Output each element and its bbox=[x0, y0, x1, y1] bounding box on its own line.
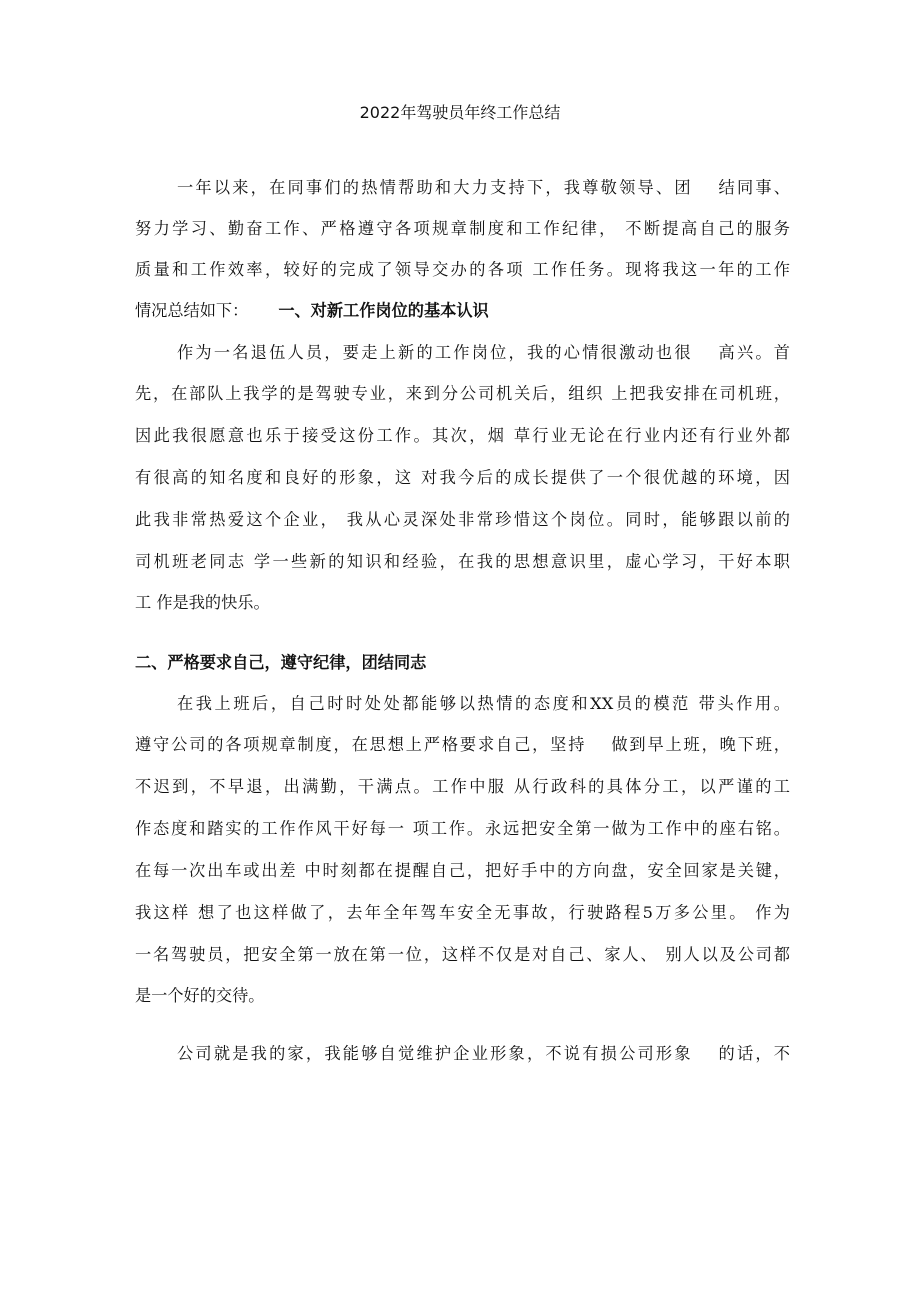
paragraph-line: 作为一名退伍人员，要走上新的工作岗位，我的心情很激动也很 高兴。首 bbox=[177, 343, 790, 362]
section-heading-1: 一、对新工作岗位的基本认识 bbox=[278, 301, 489, 320]
paragraph-line: 质量和工作效率，较好的完成了领导交办的各项 工作任务。现将我这一年的工作 bbox=[135, 260, 790, 279]
paragraph-line: 遵守公司的各项规章制度，在思想上严格要求自己，坚持 做到早上班，晚下班， bbox=[135, 735, 790, 754]
paragraph-line: 公司就是我的家，我能够自觉维护企业形象，不说有损公司形象 的话，不 bbox=[177, 1044, 790, 1063]
paragraph-line: 不迟到，不早退，出满勤，干满点。工作中服 从行政科的具体分工，以严谨的工 bbox=[135, 777, 790, 796]
paragraph-line: 此我非常热爱这个企业， 我从心灵深处非常珍惜这个岗位。同时，能够跟以前的 bbox=[135, 510, 790, 529]
paragraph-line: 努力学习、勤奋工作、严格遵守各项规章制度和工作纪律， 不断提高自己的服务 bbox=[135, 219, 790, 238]
paragraph-line: 先，在部队上我学的是驾驶专业，来到分公司机关后，组织 上把我安排在司机班， bbox=[135, 384, 790, 403]
paragraph-line: 工 作是我的快乐。 bbox=[135, 593, 270, 612]
paragraph-line: 我这样 想了也这样做了，去年全年驾车安全无事故，行驶路程5万多公里。 作为 bbox=[135, 903, 790, 922]
document-title: 2022年驾驶员年终工作总结 bbox=[359, 103, 561, 122]
paragraph-line-with-heading bbox=[135, 299, 489, 323]
paragraph-line: 有很高的知名度和良好的形象，这 对我今后的成长提供了一个很优越的环境，因 bbox=[135, 468, 790, 487]
paragraph-line: 是一个好的交待。 bbox=[135, 986, 265, 1005]
paragraph-line: 在我上班后，自己时时处处都能够以热情的态度和XX员的模范 带头作用。 bbox=[177, 694, 790, 713]
paragraph-line: 一年以来，在同事们的热情帮助和大力支持下，我尊敬领导、团 结同事、 bbox=[177, 178, 790, 197]
paragraph-line: 作态度和踏实的工作作风干好每一 项工作。永远把安全第一做为工作中的座右铭。 bbox=[135, 819, 790, 838]
intro-closing-text: 情况总结如下： bbox=[135, 301, 249, 320]
paragraph-line: 一名驾驶员，把安全第一放在第一位，这样不仅是对自己、家人、 别人以及公司都 bbox=[135, 945, 790, 964]
paragraph-line: 在每一次出车或出差 中时刻都在提醒自己，把好手中的方向盘，安全回家是关键， bbox=[135, 861, 790, 880]
paragraph-line: 因此我很愿意也乐于接受这份工作。其次，烟 草行业无论在行业内还有行业外都 bbox=[135, 426, 790, 445]
paragraph-line: 司机班老同志 学一些新的知识和经验，在我的思想意识里，虚心学习，干好本职 bbox=[135, 552, 790, 571]
section-heading-2: 二、严格要求自己，遵守纪律，团结同志 bbox=[135, 653, 427, 672]
